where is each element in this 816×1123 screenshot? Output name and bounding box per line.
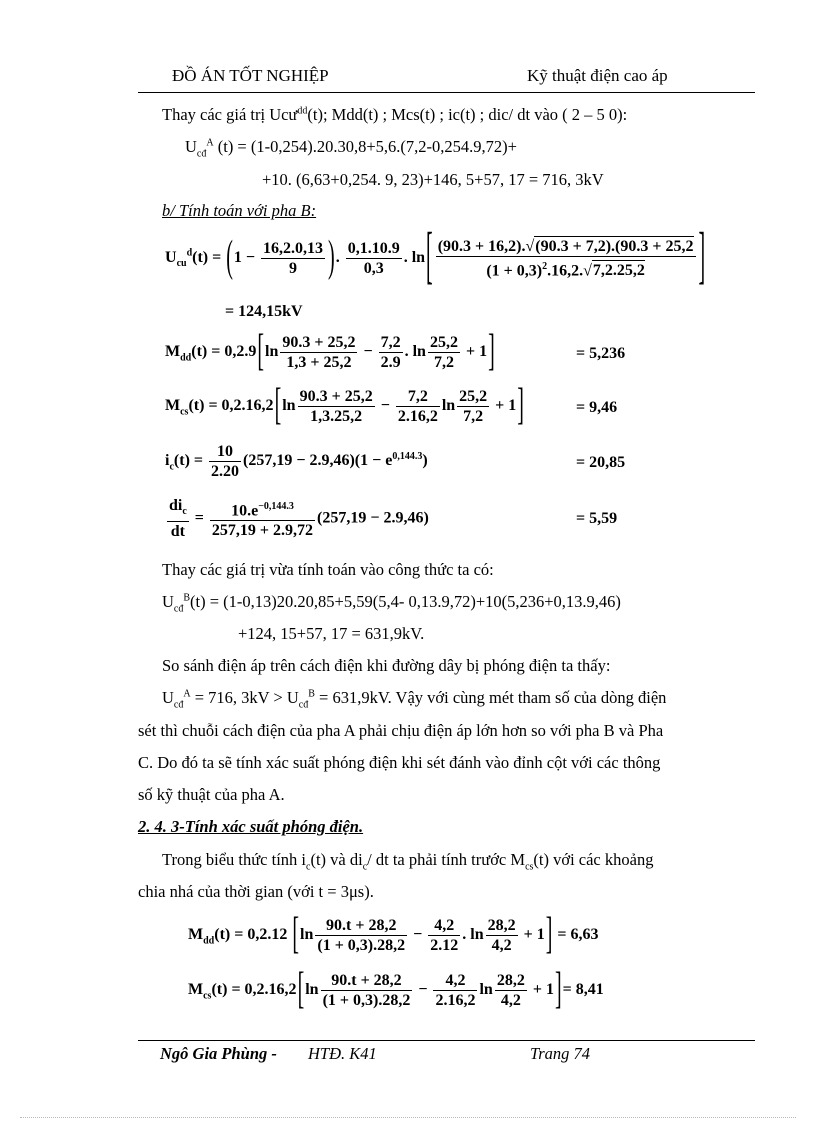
footer-class: HTĐ. K41 xyxy=(308,1044,377,1063)
formula-ic: $i_c(t)$ = $\frac{10}{2.20}$ $(257,19 - 2.9,46)(1 - e^{0,144.3})$ xyxy=(165,443,428,480)
substitute-text: Thay các giá trị vừa tính toán vào công thức ta có: xyxy=(162,560,494,579)
header-rule xyxy=(138,92,755,93)
formula-mcs-2: $M_{cs}(t) = 0,2.16,2[\ln$ $\frac{90.t + 28,2}{(1 + 0,3).28,2}$ − $\frac{4,2}{2.16,2}$ ln $\frac{28,2}{4,2}$ + 1]= 8,41 xyxy=(188,965,604,1014)
formula-mcs: $M_{cs}(t) = 0,2.16,2[\ln$ $\frac{90.3 + 25,2}{1,3.25,2}$ − $\frac{7,2}{2.16,2}$ ln $\frac{25,2}{7,2}$ + 1] xyxy=(165,381,524,430)
bottom-dotted-border xyxy=(20,1117,796,1118)
para-line-4: số kỹ thuật của pha A. xyxy=(138,785,285,804)
mcs-result: = 9,46 xyxy=(576,399,618,416)
footer-rule xyxy=(138,1040,755,1041)
header-left: ĐỒ ÁN TỐT NGHIỆP xyxy=(172,66,329,85)
ub-line-2: +124, 15+57, 17 = 631,9kV. xyxy=(238,624,425,643)
compare-intro: So sánh điện áp trên cách điện khi đường dây bị phóng điện ta thấy: xyxy=(162,656,611,675)
mdd2-result: = 6,63 xyxy=(557,926,599,944)
formula-dic: $\frac{di_c}{dt}$ = $\frac{10.e^{-0,144.3}}{257,19 + 2.9,72}$ (257,19 − 2.9,46) xyxy=(169,497,429,541)
footer-author: Ngô Gia Phùng - xyxy=(160,1044,277,1063)
compare-line: $U_{cđ}^A = 716$, $3kV > U_{cđ}^B = 631,9kV$. Vậy với cùng mét tham số của dòng điện xyxy=(162,688,667,711)
formula-ucu: $U_{cu}^d(t) = (1$ − $\frac{16,2.0,13}{9}$ ). $\frac{0,1.10.9}{0,3}$ . ln[ $\frac{(90.3 + 16,2).√(90.3 + 7,2).(90.3 + 25,2}{(1 + 0,3)^2.16,2.√7,2.25,2}$ ] xyxy=(165,221,706,292)
dic-result: = 5,59 xyxy=(576,510,618,527)
mdd-result: = 5,236 xyxy=(576,345,626,362)
para-line-2: sét thì chuỗi cách điện của pha A phải chịu điện áp lớn hơn so với pha B và Pha xyxy=(138,721,664,740)
ub-line-1: $U_{cđ}^B(t) = (1-0,13)20.20,85+5,59(5,4-$ 0,13.9,72)+10(5,236+0,13.9,46) xyxy=(162,592,621,615)
footer-page: Trang 74 xyxy=(530,1044,591,1063)
phase-b-heading: b/ Tính toán với pha B: xyxy=(162,201,317,220)
ucu-result: = 124,15kV xyxy=(225,303,303,320)
section-para-2: chia nhá của thời gian (với t = 3μs). xyxy=(138,882,374,901)
section-para-1: Trong biểu thức tính $i_c(t)$ và $di_c/$ dt ta phải tính trước $M_{cs}(t)$ với các khoảng xyxy=(162,850,654,873)
intro-line: Thay các giá trị Ucư$^{dd}$(t); Mdd(t) ; Mcs(t) ; ic(t) ; dic/ dt vào ( 2 – 5 0): xyxy=(162,105,628,124)
formula-mdd-2: $M_{dd}(t) = 0,2.12$ [ln $\frac{90.t + 28,2}{(1 + 0,3).28,2}$ − $\frac{4,2}{2.12}$ . ln $\frac{28,2}{4,2}$ + 1] = 6,63 xyxy=(188,910,599,959)
ua-line-1: $U_{cđ}^A$ (t) = (1-0,254).20.30,8+5,6.(7,2-0,254.9,72)+ xyxy=(185,137,517,160)
ua-line-2: +10. (6,63+0,254. 9, 23)+146, 5+57, 17 = 716, 3kV xyxy=(262,170,604,189)
section-heading: 2. 4. 3-Tính xác suất phóng điện. xyxy=(138,817,364,836)
para-line-3: C. Do đó ta sẽ tính xác suất phóng điện khi sét đánh vào đỉnh cột với các thông xyxy=(138,753,661,772)
mcs2-result: = 8,41 xyxy=(562,981,604,999)
formula-mdd: $M_{dd}(t) = 0,2.9[\ln$ $\frac{90.3 + 25,2}{1,3 + 25,2}$ − $\frac{7,2}{2.9}$ . ln $\frac{25,2}{7,2}$ + 1] xyxy=(165,327,495,376)
ic-result: = 20,85 xyxy=(576,454,626,471)
header-right: Kỹ thuật điện cao áp xyxy=(527,66,668,85)
